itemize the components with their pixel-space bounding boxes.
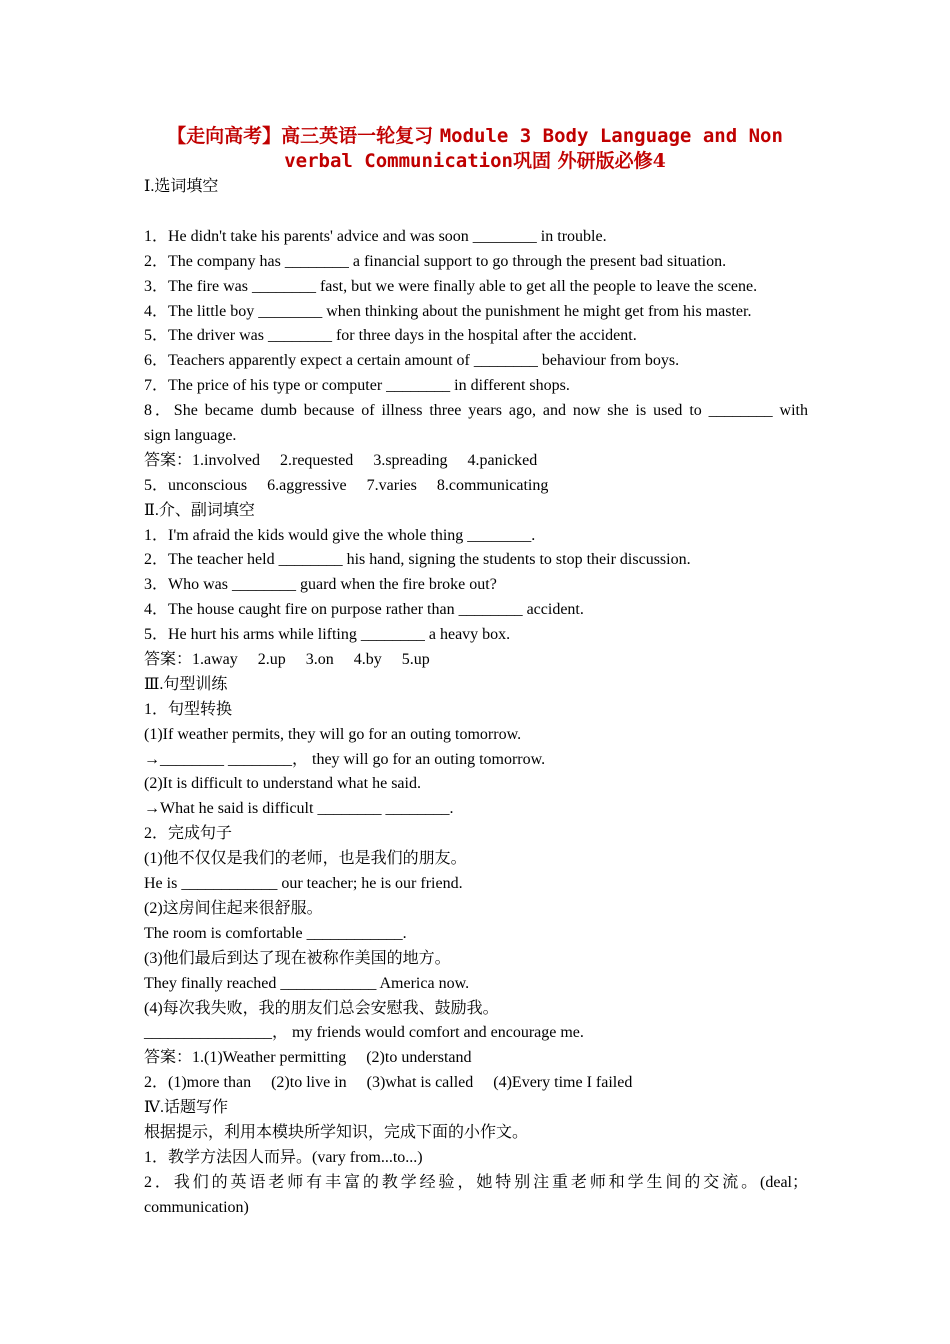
answer: 5．unconscious bbox=[144, 476, 248, 494]
section1-heading: Ⅰ.选词填空 bbox=[144, 178, 219, 195]
exercise-item: 1．I'm afraid the kids would give the whole thing ________. bbox=[144, 526, 536, 544]
exercise-item: 5．He hurt his arms while lifting ________ a heavy box. bbox=[144, 626, 511, 644]
answer: (3)what is called bbox=[366, 1074, 474, 1092]
exercise-item: 3．Who was ________ guard when the fire broke out? bbox=[144, 576, 497, 594]
exercise-line: 2．完成句子 bbox=[144, 825, 233, 843]
exercise-line: He is ____________ our teacher; he is our friend. bbox=[144, 875, 463, 893]
exercise-line: (3)他们最后到达了现在被称作美国的地方。 bbox=[144, 949, 451, 967]
title-part3: verbal Communication bbox=[284, 150, 513, 172]
exercise-item: 1．He didn't take his parents' advice and was soon ________ in trouble. bbox=[144, 227, 607, 245]
exercise-line: (4)每次我失败，我的朋友们总会安慰我、鼓励我。 bbox=[144, 999, 499, 1017]
exercise-line: The room is comfortable ____________. bbox=[144, 924, 407, 942]
exercise-line: They finally reached ____________ America now. bbox=[144, 974, 470, 992]
answer: 4.panicked bbox=[467, 451, 538, 469]
answer: (2)to understand bbox=[366, 1049, 472, 1067]
writing-prompt-continued: communication) bbox=[144, 1198, 249, 1216]
writing-prompt: 2．我们的英语老师有丰富的教学经验，她特别注重老师和学生间的交流。(deal； bbox=[144, 1173, 808, 1191]
answer: 2.up bbox=[257, 651, 286, 669]
section3-heading: Ⅲ.句型训练 bbox=[144, 675, 228, 693]
title-part1: 【走向高考】高三英语一轮复习 bbox=[167, 125, 440, 147]
answer: 3.on bbox=[305, 651, 334, 669]
exercise-line: →________ ________， they will go for an outing tomorrow. bbox=[144, 750, 546, 768]
answer-line bbox=[144, 1046, 808, 1071]
answer-line bbox=[144, 449, 808, 474]
answer: 答案：1.(1)Weather permitting bbox=[144, 1049, 347, 1067]
answer: (2)to live in bbox=[271, 1074, 347, 1092]
answer: 6.aggressive bbox=[267, 476, 347, 494]
exercise-item: 2．The teacher held ________ his hand, signing the students to stop their discussion. bbox=[144, 551, 691, 569]
answer: 3.spreading bbox=[373, 451, 448, 469]
exercise-item: 6．Teachers apparently expect a certain amount of ________ behaviour from boys. bbox=[144, 352, 680, 370]
exercise-line: (1)If weather permits, they will go for an outing tomorrow. bbox=[144, 725, 522, 743]
exercise-item: 7．The price of his type or computer ________ in different shops. bbox=[144, 377, 570, 395]
section4-heading: Ⅳ.话题写作 bbox=[144, 1099, 228, 1117]
writing-prompt: 1．教学方法因人而异。(vary from...to...) bbox=[144, 1148, 423, 1166]
exercise-item: 5．The driver was ________ for three days in the hospital after the accident. bbox=[144, 327, 637, 345]
answer: 4.by bbox=[353, 651, 382, 669]
answer: 答案：1.involved bbox=[144, 451, 260, 469]
exercise-item: 8．She became dumb because of illness three years ago, and now she is used to ________ with bbox=[144, 402, 808, 420]
answer: 5.up bbox=[401, 651, 430, 669]
exercise-line: (1)他不仅仅是我们的老师，也是我们的朋友。 bbox=[144, 850, 467, 868]
exercise-line: →What he said is difficult ________ ________. bbox=[144, 800, 454, 818]
blank-line bbox=[144, 200, 808, 225]
document-body bbox=[144, 175, 808, 1221]
answer-line bbox=[144, 648, 808, 673]
answer: 2.requested bbox=[280, 451, 354, 469]
answer-line bbox=[144, 474, 808, 499]
exercise-item: 4．The little boy ________ when thinking about the punishment he might get from his master. bbox=[144, 302, 752, 320]
document-title bbox=[140, 124, 810, 174]
answer: 答案：1.away bbox=[144, 651, 238, 669]
answer: 2．(1)more than bbox=[144, 1074, 252, 1092]
exercise-item: 3．The fire was ________ fast, but we were finally able to get all the people to leave the scene. bbox=[144, 277, 758, 295]
section2-heading: Ⅱ.介、副词填空 bbox=[144, 501, 255, 519]
title-part4: 巩固 外研版必修4 bbox=[512, 150, 666, 172]
exercise-item-continued: sign language. bbox=[144, 427, 237, 445]
answer: 7.varies bbox=[366, 476, 417, 494]
answer: 8.communicating bbox=[436, 476, 549, 494]
answer-line bbox=[144, 1071, 808, 1096]
exercise-line: (2)It is difficult to understand what he said. bbox=[144, 775, 421, 793]
exercise-line: (2)这房间住起来很舒服。 bbox=[144, 899, 323, 917]
instruction-line: 根据提示，利用本模块所学知识，完成下面的小作文。 bbox=[144, 1123, 529, 1141]
title-part2: Module 3 Body Language and Non bbox=[439, 125, 783, 147]
exercise-line: ________________， my friends would comfort and encourage me. bbox=[144, 1024, 584, 1042]
exercise-line: 1．句型转换 bbox=[144, 700, 233, 718]
exercise-item: 2．The company has ________ a financial support to go through the present bad situation. bbox=[144, 252, 727, 270]
exercise-item: 4．The house caught fire on purpose rather than ________ accident. bbox=[144, 601, 584, 619]
answer: (4)Every time I failed bbox=[493, 1074, 633, 1092]
